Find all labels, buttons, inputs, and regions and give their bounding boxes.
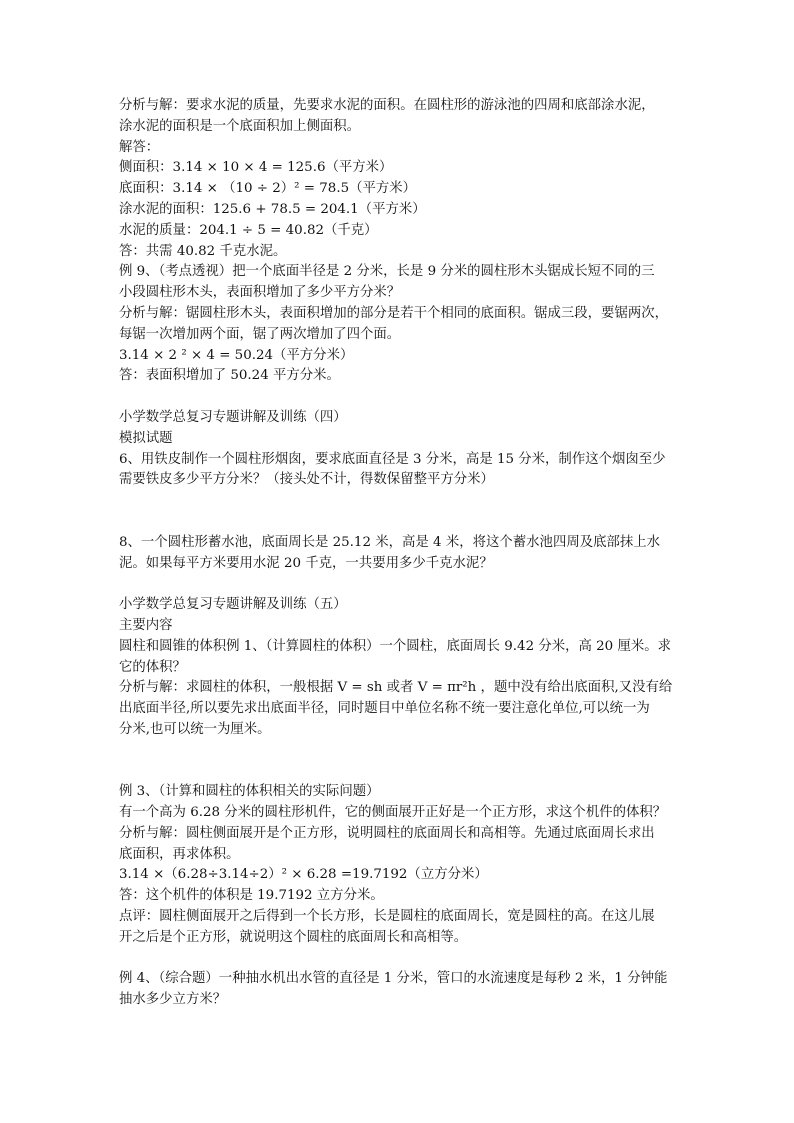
text-line: 解答：	[119, 139, 160, 155]
subsection-heading: 模拟试题	[119, 430, 173, 446]
text-line: 答：这个机件的体积是 19.7192 立方分米。	[119, 888, 384, 904]
text-line: 水泥的质量：204.1 ÷ 5 = 40.82（千克）	[119, 222, 378, 238]
blank-line	[119, 949, 681, 970]
text-line: 分析与解：锯圆柱形木头，表面积增加的部分是若干个相同的底面积。锯成三段，要锯两次，	[119, 305, 669, 321]
text-line: 泥。如果每平方米要用水泥 20 千克，一共要用多少千克水泥？	[119, 555, 493, 571]
text-line: 底面积，再求体积。	[119, 846, 240, 862]
text-line: 例 3、（计算和圆柱的体积相关的实际问题）	[119, 784, 380, 800]
text-line: 3.14 ×（6.28÷3.14÷2）² × 6.28 =19.7192（立方分米）	[119, 867, 488, 883]
text-line: 开之后是个正方形，就说明这个圆柱的底面周长和高相等。	[119, 929, 468, 945]
text-line: 例 9、（考点透视）把一个底面半径是 2 分米，长是 9 分米的圆柱形木头锯成长短不同的三	[119, 264, 655, 280]
text-line: 涂水泥的面积：125.6 + 78.5 = 204.1（平方米）	[119, 201, 426, 217]
text-line: 点评：圆柱侧面展开之后得到一个长方形，长是圆柱的底面周长，宽是圆柱的高。在这儿展	[119, 909, 655, 925]
text-line: 分析与解：求圆柱的体积，一般根据 V = sh 或者 V = πr²h ，题中没有给出底面积,又没有给	[119, 680, 673, 696]
blank-line	[119, 491, 681, 512]
subsection-heading: 主要内容	[119, 617, 173, 633]
text-line: 6、用铁皮制作一个圆柱形烟囱，要求底面直径是 3 分米，高是 15 分米，制作这个烟囱至少	[119, 451, 666, 467]
text-line: 底面积：3.14 × （10 ÷ 2）² = 78.5（平方米）	[119, 181, 417, 197]
text-line: 每锯一次增加两个面，锯了两次增加了四个面。	[119, 326, 401, 342]
text-line: 涂水泥的面积是一个底面积加上侧面积。	[119, 118, 361, 134]
text-line: 侧面积：3.14 × 10 × 4 = 125.6（平方米）	[119, 160, 393, 176]
text-line: 8、一个圆柱形蓄水池，底面周长是 25.12 米，高是 4 米，将这个蓄水池四周及底部抹上水	[119, 534, 661, 550]
section-heading: 小学数学总复习专题讲解及训练（五）	[119, 597, 347, 613]
text-line: 分米,也可以统一为厘米。	[119, 721, 271, 737]
text-line: 例 4、（综合题）一种抽水机出水管的直径是 1 分米，管口的水流速度是每秒 2 米，1 分钟能	[119, 971, 668, 987]
blank-line	[119, 387, 681, 408]
text-line: 抽水多少立方米？	[119, 992, 227, 1008]
text-line: 小段圆柱形木头，表面积增加了多少平方分米？	[119, 285, 401, 301]
text-line: 有一个高为 6.28 分米的圆柱形机件，它的侧面展开正好是一个正方形，求这个机件的体积？	[119, 805, 667, 821]
text-line: 答：表面积增加了 50.24 平方分米。	[119, 368, 340, 384]
document-page	[119, 96, 681, 1011]
text-line: 分析与解：要求水泥的质量，先要求水泥的面积。在圆柱形的游泳池的四周和底部涂水泥，	[119, 98, 655, 113]
text-line: 它的体积？	[119, 659, 186, 675]
text-line: 出底面半径,所以要先求出底面半径，同时题目中单位名称不统一要注意化单位,可以统一为	[119, 701, 650, 717]
blank-line	[119, 512, 681, 533]
text-line: 答：共需 40.82 千克水泥。	[119, 243, 287, 259]
text-line: 圆柱和圆锥的体积例 1、（计算圆柱的体积）一个圆柱，底面周长 9.42 分米，高 20 厘米。求	[119, 638, 672, 654]
text-line: 分析与解：圆柱侧面展开是个正方形，说明圆柱的底面周长和高相等。先通过底面周长求出	[119, 825, 655, 841]
blank-line	[119, 762, 681, 783]
text-line: 3.14 × 2 ² × 4 = 50.24（平方分米）	[119, 347, 354, 363]
blank-line	[119, 574, 681, 595]
blank-line	[119, 741, 681, 762]
section-heading: 小学数学总复习专题讲解及训练（四）	[119, 409, 347, 425]
text-line: 需要铁皮多少平方分米？（接头处不计，得数保留整平方分米）	[119, 472, 494, 488]
